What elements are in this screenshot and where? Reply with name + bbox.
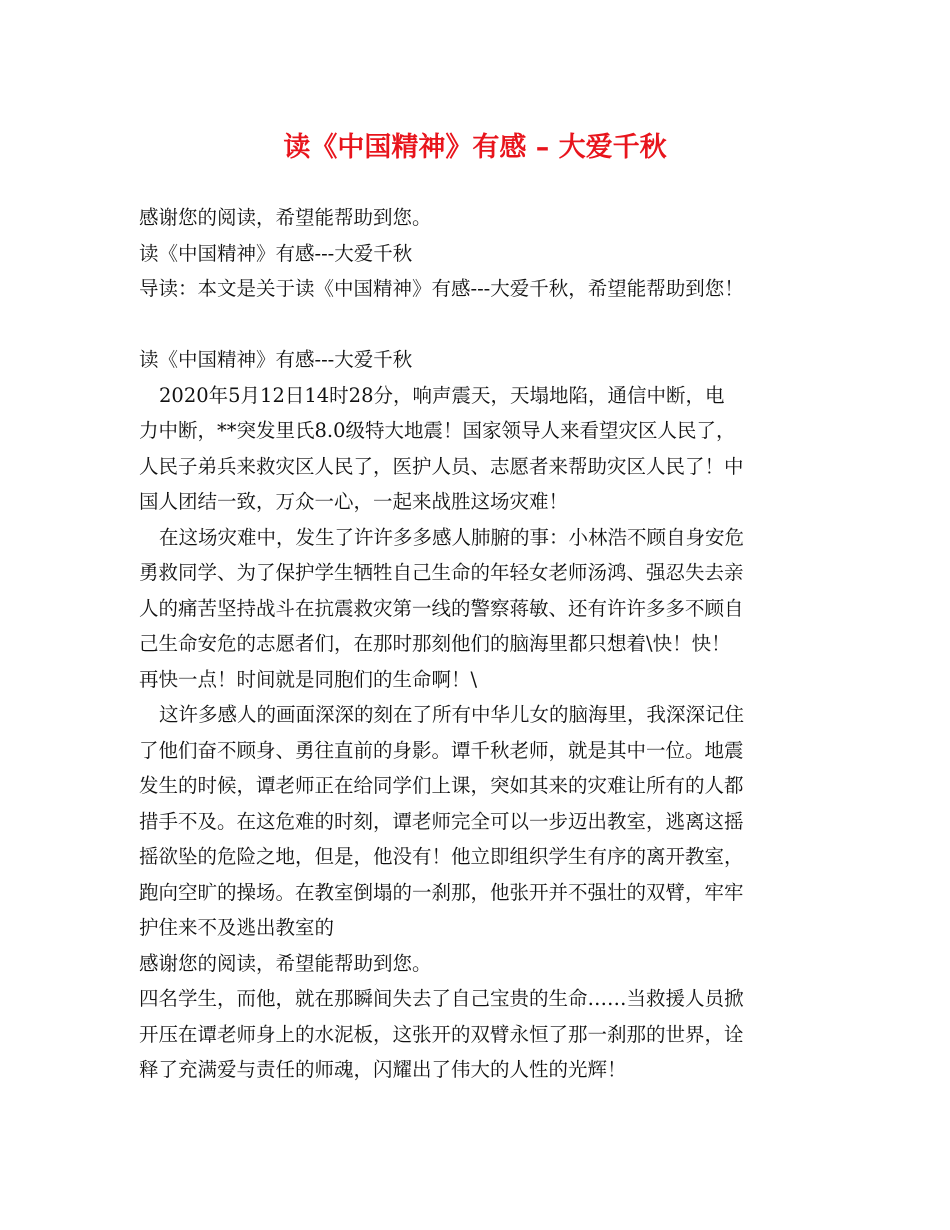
text-line: 发生的时候，谭老师正在给同学们上课，突如其来的灾难让所有的人都: [139, 774, 744, 797]
text-line: 摇欲坠的危险之地，但是，他没有！他立即组织学生有序的离开教室，: [139, 845, 744, 868]
text-line: 读《中国精神》有感---大爱千秋: [139, 241, 413, 265]
text-line: 勇救同学、为了保护学生牺牲自己生命的年轻女老师汤鸿、强忍失去亲: [139, 561, 744, 584]
blank-line: [139, 307, 819, 343]
text-line: 感谢您的阅读，希望能帮助到您。: [139, 951, 432, 975]
document-title: 读《中国精神》有感 – 大爱千秋: [283, 132, 667, 163]
text-line: 跑向空旷的操场。在教室倒塌的一刹那，他张开并不强壮的双臂，牢牢: [139, 880, 744, 904]
text-line: 护住来不及逃出教室的: [139, 916, 335, 939]
text-line: 导读：本文是关于读《中国精神》有感---大爱千秋，希望能帮助到您！: [139, 277, 744, 300]
text-line: 感谢您的阅读，希望能帮助到您。: [139, 206, 432, 229]
text-line: 了他们奋不顾身、勇往直前的身影。谭千秋老师，就是其中一位。地震: [139, 738, 744, 762]
text-line: 人民子弟兵来救灾区人民了，医护人员、志愿者来帮助灾区人民了！中: [139, 454, 744, 478]
document-body: [139, 200, 819, 1088]
paragraph-first-line: 在这场灾难中，发生了许许多多感人肺腑的事：小林浩不顾自身安危: [159, 525, 745, 549]
text-line: 措手不及。在这危难的时刻，谭老师完全可以一步迈出教室，逃离这摇: [139, 809, 744, 833]
text-line: 读《中国精神》有感---大爱千秋: [139, 348, 413, 371]
text-line: 力中断，**突发里氏8.0级特大地震！国家领导人来看望灾区人民了，: [139, 419, 736, 442]
text-line: 人的痛苦坚持战斗在抗震救灾第一线的警察蒋敏、还有许许多多不顾自: [139, 596, 744, 620]
text-line: 四名学生，而他，就在那瞬间失去了自己宝贵的生命……当救援人员掀: [139, 987, 744, 1010]
text-line: 再快一点！时间就是同胞们的生命啊！\: [139, 667, 478, 691]
text-line: 己生命安危的志愿者们，在那时那刻他们的脑海里都只想着\快！快！: [139, 632, 731, 655]
paragraph-first-line: 这许多感人的画面深深的刻在了所有中华儿女的脑海里，我深深记住: [159, 703, 745, 726]
text-line: 开压在谭老师身上的水泥板，这张开的双臂永恒了那一刹那的世界，诠: [139, 1022, 744, 1046]
text-line: 释了充满爱与责任的师魂，闪耀出了伟大的人性的光辉！: [139, 1058, 627, 1081]
text-line: 国人团结一致，万众一心，一起来战胜这场灾难！: [139, 490, 569, 513]
paragraph-first-line: 2020年5月12日14时28分，响声震天，天塌地陷，通信中断，电: [159, 383, 725, 407]
